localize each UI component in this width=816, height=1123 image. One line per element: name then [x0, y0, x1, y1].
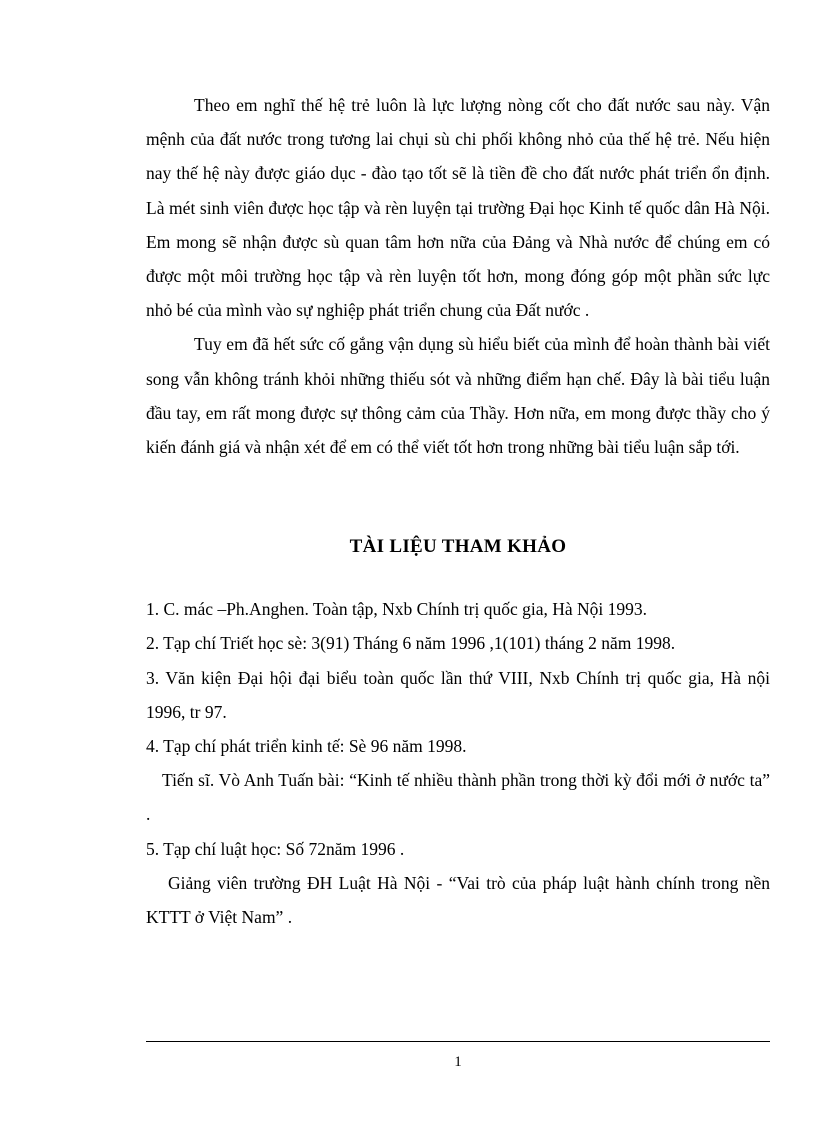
reference-item-5-note: Giảng viên trường ĐH Luật Hà Nội - “Vai trò của pháp luật hành chính trong nền KTTT ở Việt Nam” . [146, 872, 770, 928]
references-heading: TÀI LIỆU THAM KHẢO [349, 536, 567, 558]
body-paragraph-1: Theo em nghĩ thế hệ trẻ luôn là lực lượng nòng cốt cho đất nước sau này. Vận mệnh của đất nước trong tương lai chụi sù chi phối không nhỏ của thế hệ trẻ. Nếu hiện nay thế hệ này được giáo dục - đào tạo tốt sẽ là tiền đề cho đất nước phát triển ổn định. Là mét sinh viên được học tập và rèn luyện tại trường Đại học Kinh tế quốc dân Hà Nội. Em mong sẽ nhận được sù quan tâm hơn nữa của Đảng và Nhà nước để chúng em có được một môi trường học tập và rèn luyện tốt hơn, mong đóng góp một phần sức lực nhỏ bé của mình vào sự nghiệp phát triển chung của Đất nước . [146, 95, 770, 321]
reference-item-4: 4. Tạp chí phát triển kinh tế: Sè 96 năm 1998. [146, 736, 467, 757]
reference-item-1: 1. C. mác –Ph.Anghen. Toàn tập, Nxb Chính trị quốc gia, Hà Nội 1993. [146, 599, 648, 620]
page-number: 1 [454, 1054, 462, 1070]
document-page [146, 88, 770, 934]
reference-item-4-note: Tiến sĩ. Vò Anh Tuấn bài: “Kinh tế nhiều thành phần trong thời kỳ đổi mới ở nước ta” . [146, 770, 770, 825]
reference-item-5: 5. Tạp chí luật học: Số 72năm 1996 . [146, 838, 405, 859]
reference-item-3: 3. Văn kiện Đại hội đại biểu toàn quốc lần thứ VIII, Nxb Chính trị quốc gia, Hà nội 1996, tr 97. [146, 667, 770, 722]
references-list [146, 592, 770, 934]
body-paragraph-2: Tuy em đã hết sức cố gắng vận dụng sù hiểu biết của mình để hoàn thành bài viết song vẫn không tránh khỏi những thiếu sót và những điểm hạn chế. Đây là bài tiểu luận đầu tay, em rất mong được sự thông cảm của Thầy. Hơn nữa, em mong được thầy cho ý kiến đánh giá và nhận xét để em có thể viết tốt hơn trong những bài tiểu luận sắp tới. [146, 334, 770, 458]
footer-divider [146, 1041, 770, 1042]
reference-item-2: 2. Tạp chí Triết học sè: 3(91) Tháng 6 năm 1996 ,1(101) tháng 2 năm 1998. [146, 633, 676, 654]
